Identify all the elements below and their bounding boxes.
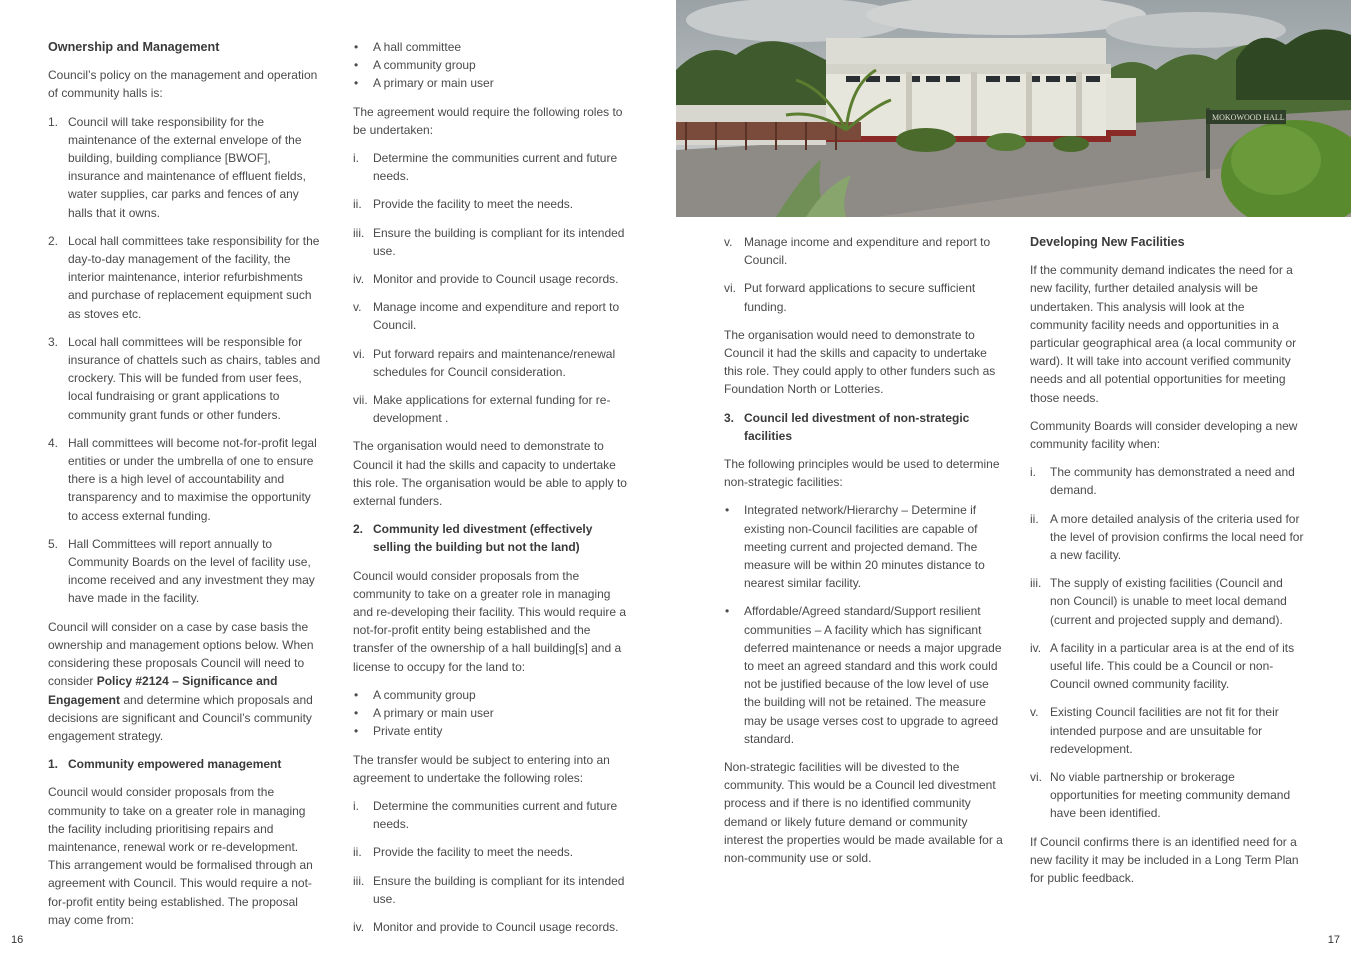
new-facilities-intro: If the community demand indicates the need for a new facility, further detailed analysis will be undertaken. This analysis will look at the community facility needs and opportunities in a particular geographical area (a local community or ward). It will take into account verified community needs and all potential opportunities for meeting those needs. bbox=[1030, 263, 1297, 405]
list-item: ii. A more detailed analysis of the criteria used for the level of provision confirms the local need for a new facility. bbox=[1030, 511, 1304, 563]
list-item: iii. Ensure the building is compliant for its intended use. bbox=[353, 225, 625, 258]
community-empowered-text: Council would consider proposals from the community to take on a greater role in managing the facility including prioritising repairs and maintenance, renewal work or re-development. This arrangement would be formalised through an agreement with Council. This would require a not-for-profit entity being established. The proposal may come from: bbox=[48, 785, 313, 927]
list-item: 5. Hall Committees will report annually to Community Boards on the level of facility use, income received and any investment they may have made in the facility. bbox=[48, 536, 315, 606]
list-item: v. Manage income and expenditure and report to Council. bbox=[724, 235, 991, 268]
subheading-community-led-divestment: 2. Community led divestment (effectively selling the building but not the land) bbox=[353, 522, 593, 555]
list-item: • A primary or main user bbox=[354, 706, 494, 721]
list-item: • A primary or main user bbox=[354, 76, 494, 91]
list-item: iii. The supply of existing facilities (Council and non Council) is unable to meet local demand (current and projected supply and demand). bbox=[1030, 576, 1287, 627]
list-item: i. Determine the communities current and future needs. bbox=[353, 798, 618, 832]
column-1 bbox=[48, 38, 323, 939]
page-number-left: 16 bbox=[11, 934, 24, 946]
subheading-council-led-divestment: 3. Council led divestment of non-strategic facilities bbox=[724, 410, 970, 443]
section-heading-new-facilities: Developing New Facilities bbox=[1030, 235, 1185, 249]
section-heading-ownership: Ownership and Management bbox=[48, 40, 220, 54]
list-item: iv. Monitor and provide to Council usage records. bbox=[353, 272, 619, 287]
page-number-right: 17 bbox=[1327, 934, 1340, 946]
list-item: ii. Provide the facility to meet the needs. bbox=[353, 845, 574, 860]
roles-intro: The agreement would require the following roles to be undertaken: bbox=[353, 104, 623, 137]
list-item: 1. Council will take responsibility for the maintenance of the external envelope of the building, building compliance [BWOF], insurance and maintenance of effluent fields, water supplies, car parks and fences of any halls that it owns. bbox=[48, 114, 306, 220]
list-item: 2. Local hall committees take responsibility for the day-to-day management of the facility, the interior maintenance, interior refurbishments and purchase of replacement equipment such as stoves etc. bbox=[48, 233, 320, 321]
list-item: 4. Hall committees will become not-for-profit legal entities or under the umbrella of one to ensure there is a high level of accountability and transparency and to maximise the opportunity to access external funding. bbox=[48, 435, 317, 523]
list-item: • A hall committee bbox=[354, 40, 462, 54]
subheading-community-empowered: 1. Community empowered management bbox=[48, 757, 282, 772]
list-item: i. The community has demonstrated a need and demand. bbox=[1030, 465, 1295, 498]
community-led-divestment-text: Council would consider proposals from the community to take on a greater role in managing and re-developing their facility. This would require a not-for-profit entity being established and the transfer of the ownership of a hall building[s] and a license to occupy for the land to: bbox=[353, 568, 627, 674]
ownership-intro: Council’s policy on the management and operation of community halls is: bbox=[48, 68, 318, 101]
list-item: • A community group bbox=[354, 58, 476, 73]
proposal-sources-list bbox=[353, 38, 633, 93]
non-strategic-paragraph: Non-strategic facilities will be divested to the community. This would be a Council led divestment process and if there is no identified community demand or likely future demand or community interest the properties would be made available for a non-community use or sold. bbox=[724, 760, 1003, 866]
list-item: v. Manage income and expenditure and report to Council. bbox=[353, 300, 620, 333]
list-item: vii. Make applications for external funding for re-development . bbox=[353, 393, 611, 426]
list-item: • Integrated network/Hierarchy – Determine if existing non-Council facilities are capable of meeting current and projected demand. The measure will be within 20 minutes distance to nearest similar facility. bbox=[725, 503, 985, 591]
list-item: iii. Ensure the building is compliant for its intended use. bbox=[353, 873, 625, 906]
demonstrate-paragraph-2: The organisation would need to demonstrate to Council it had the skills and capacity to undertake this role. They could apply to other funders such as Foundation North or Lotteries. bbox=[724, 327, 996, 397]
principles-intro: The following principles would be used to determine non-strategic facilities: bbox=[724, 457, 1000, 490]
list-item: • Private entity bbox=[354, 724, 443, 739]
hall-photo bbox=[676, 0, 1351, 217]
list-item: • A community group bbox=[354, 687, 476, 702]
long-term-plan-paragraph: If Council confirms there is an identified need for a new facility it may be included in a Long Term Plan for public feedback. bbox=[1030, 834, 1299, 886]
column-4 bbox=[1030, 233, 1305, 897]
transfer-paragraph: The transfer would be subject to entering into an agreement to undertake the following roles: bbox=[353, 752, 610, 785]
list-item: ii. Provide the facility to meet the needs. bbox=[353, 197, 574, 212]
list-item: vi. No viable partnership or brokerage opportunities for meeting community demand have been identified. bbox=[1030, 770, 1291, 821]
demonstrate-paragraph: The organisation would need to demonstrate to Council it had the skills and capacity to undertake this role. The organisation would be able to apply to external funders. bbox=[353, 439, 627, 509]
transfer-recipients-list bbox=[353, 686, 633, 741]
list-item: iv. Monitor and provide to Council usage records. bbox=[353, 919, 619, 934]
list-item: iv. A facility in a particular area is at the end of its useful life. This could be a Council or non-Council owned community facility. bbox=[1030, 640, 1295, 692]
column-2 bbox=[353, 38, 633, 946]
list-item: v. Existing Council facilities are not fit for their intended purpose and are unsuitable for redevelopment. bbox=[1030, 705, 1279, 756]
column-3 bbox=[724, 233, 1004, 877]
consider-paragraph: Council will consider on a case by case basis the ownership and management options below. When considering these proposals Council will need to consider Policy #2124 – Significance and Engagement and determine which proposals and decisions are significant and Council’s community engagement strategy. bbox=[48, 619, 314, 743]
community-boards-paragraph: Community Boards will consider developing a new community facility when: bbox=[1030, 418, 1298, 452]
policy-reference: Policy #2124 – Significance and Engagement bbox=[48, 674, 278, 707]
hall-sign-text: MOKOWOOD HALL bbox=[1212, 113, 1285, 122]
list-item: vi. Put forward applications to secure sufficient funding. bbox=[724, 281, 976, 314]
list-item: • Affordable/Agreed standard/Support resilient communities – A facility which has significant deferred maintenance or needs a major upgrade to meet an agreed standard and this work could not be justified because of the low level of use the building will not be retained. The measure may be usage verses cost to upgrade to agreed standard. bbox=[725, 604, 1002, 746]
list-item: i. Determine the communities current and future needs. bbox=[353, 151, 618, 184]
list-item: vi. Put forward repairs and maintenance/renewal schedules for Council consideration. bbox=[353, 346, 616, 379]
list-item: 3. Local hall committees will be responsible for insurance of chattels such as chairs, tables and crockery. This will be funded from user fees, local fundraising or grant applications to community grant funds or other funders. bbox=[48, 334, 321, 422]
